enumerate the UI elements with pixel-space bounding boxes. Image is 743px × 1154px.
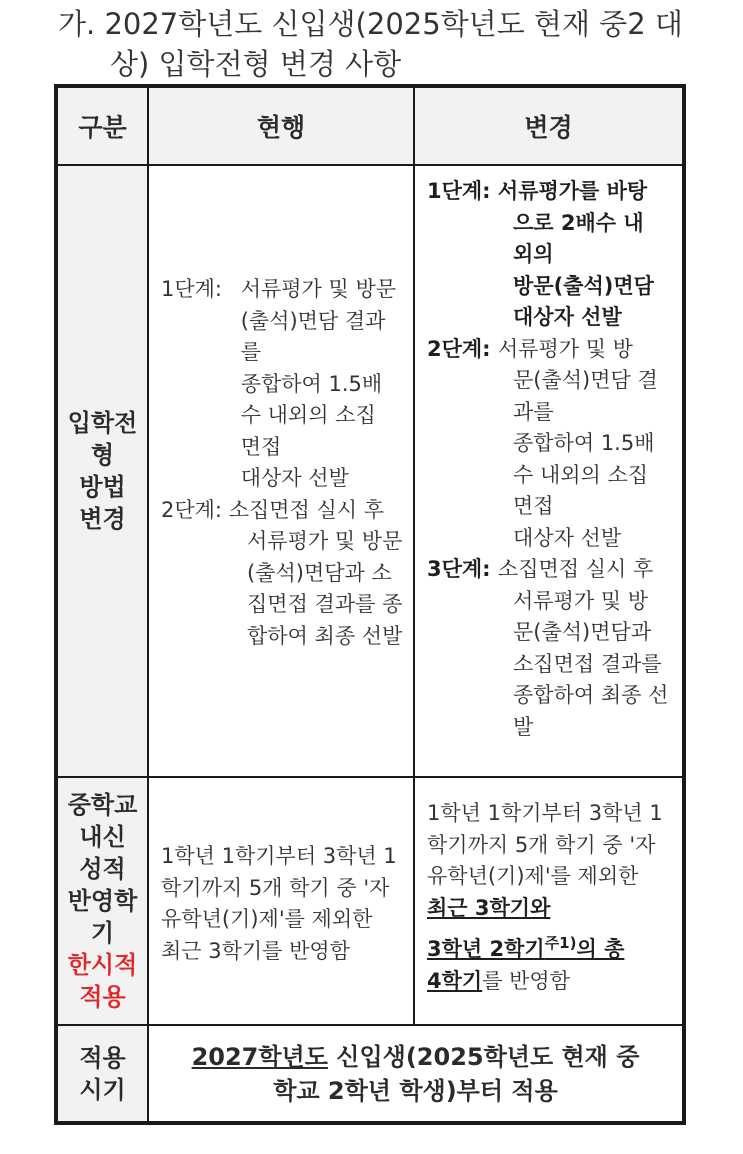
step-text: 합하여 최종 선발 (247, 623, 403, 648)
row-application-time (56, 1025, 684, 1123)
step-label: 2단계: (427, 336, 498, 361)
cell-text: 유학년(기)제'를 제외한 (161, 907, 373, 931)
row-label-line: 반영학 (67, 887, 138, 915)
step-text: (출석)면담 결과 (240, 308, 386, 333)
step-text: 서류평가를 바탕 (497, 179, 648, 203)
changed-method-cell (414, 165, 684, 777)
row-label-grade-semesters (56, 777, 148, 1025)
highlight-text: 4학기 (427, 968, 483, 993)
temporary-label-line: 한시적 (67, 951, 138, 979)
row-label-line: 중학교 (67, 791, 138, 819)
section-title-line2: 상) 입학전형 변경 사항 (110, 47, 402, 81)
cell-text-tail: 를 반영함 (482, 968, 571, 993)
row-label-line: 적용 (79, 1043, 126, 1072)
application-time-line1 (149, 1040, 682, 1074)
step-text: 서류평가 및 방문 (240, 277, 397, 301)
step-text: 방문(출석)면담 (513, 273, 654, 298)
step-text: 집면접 결과를 종 (247, 592, 403, 616)
step-text: 수 내외의 소집 (513, 462, 649, 487)
temporary-label-line: 적용 (79, 983, 126, 1011)
step-text: 과를 (513, 399, 554, 424)
header-category: 구분 (56, 86, 148, 165)
step-text: 서류평가 및 방 (513, 588, 649, 613)
step-text: 수 내외의 소집 (240, 403, 376, 427)
row-label-line: 변경 (79, 505, 126, 533)
cell-text: 학기까지 5개 학기 중 '자 (427, 832, 656, 857)
application-time-line2: 학교 2학년 학생)부터 적용 (273, 1076, 558, 1105)
row-label-line: 내신 (79, 823, 126, 851)
cell-text: 학기까지 5개 학기 중 '자 (161, 875, 390, 900)
cell-text: 1학년 1학기부터 3학년 1 (427, 801, 663, 825)
step-text: 면접 (240, 434, 282, 459)
step-text: 소집면접 실시 후 (228, 497, 385, 522)
changed-semesters-cell (414, 777, 684, 1025)
header-row (56, 86, 684, 165)
changed-step1 (427, 176, 678, 208)
step-text: 종합하여 1.5배 (240, 371, 383, 396)
cell-text-highlight: 최근 3학기와 (427, 895, 551, 920)
highlight-text: 3학년 2학기 (427, 937, 545, 961)
step-text: 대상자 선발 (240, 466, 349, 490)
step-text: 서류평가 및 방문 (247, 529, 403, 553)
footnote-mark: 주1) (544, 934, 577, 952)
step-text: 발 (513, 714, 534, 739)
current-step1 (161, 274, 409, 495)
row-label-line: 입학전 (67, 409, 138, 437)
step-text: 면접 (513, 494, 554, 518)
current-method-cell (148, 165, 414, 777)
changed-step2 (427, 334, 678, 366)
row-label-line: 성적 (79, 855, 126, 883)
step-text: 문(출석)면담 결 (513, 368, 658, 392)
row-admission-method (56, 165, 684, 777)
admission-change-table (54, 84, 686, 1125)
step-label: 2단계: (161, 497, 229, 522)
row-label-line: 기 (90, 919, 115, 947)
changed-step3 (427, 554, 678, 586)
step-text: 으로 2배수 내 (513, 210, 644, 235)
row-grade-semesters (56, 777, 684, 1025)
cell-text (427, 966, 678, 998)
row-label-line: 방법 (79, 473, 126, 501)
application-year: 2027학년도 (191, 1042, 328, 1071)
header-changed: 변경 (414, 86, 684, 165)
step-text: 종합하여 최종 선 (513, 683, 669, 707)
step-text: (출석)면담과 소 (247, 560, 392, 585)
step-text: 대상자 선발 (513, 305, 622, 329)
current-step2 (161, 495, 409, 527)
cell-text: 1학년 1학기부터 3학년 1 (161, 844, 397, 868)
header-current: 현행 (148, 86, 414, 165)
step-text: 외의 (513, 242, 554, 266)
application-time-cell (148, 1025, 684, 1123)
step-text: 대상자 선발 (513, 525, 622, 550)
step-text: 를 (240, 340, 261, 364)
highlight-text: 의 총 (576, 937, 625, 961)
step-text: 종합하여 1.5배 (513, 431, 655, 455)
row-label-application-time (56, 1025, 148, 1123)
row-label-line: 형 (90, 441, 115, 469)
step-label: 3단계: (427, 557, 498, 581)
step-label: 1단계: (161, 277, 229, 301)
step-label: 1단계: (427, 179, 498, 203)
step-text: 문(출석)면담과 (513, 620, 652, 644)
step-text: 소집면접 결과를 (513, 651, 662, 676)
step-text: 서류평가 및 방 (497, 336, 633, 361)
cell-text: 유학년(기)제'를 제외한 (427, 864, 639, 888)
section-title (58, 4, 738, 84)
application-text: 신입생(2025학년도 현재 중 (327, 1042, 640, 1071)
row-label-admission-method (56, 165, 148, 777)
cell-text-highlight (427, 934, 678, 966)
step-text: 소집면접 실시 후 (497, 557, 654, 581)
row-label-line: 시기 (79, 1075, 126, 1104)
section-title-line1: 가. 2027학년도 신입생(2025학년도 현재 중2 대 (58, 7, 683, 41)
current-semesters-cell (148, 777, 414, 1025)
cell-text: 최근 3학기를 반영함 (161, 938, 350, 963)
